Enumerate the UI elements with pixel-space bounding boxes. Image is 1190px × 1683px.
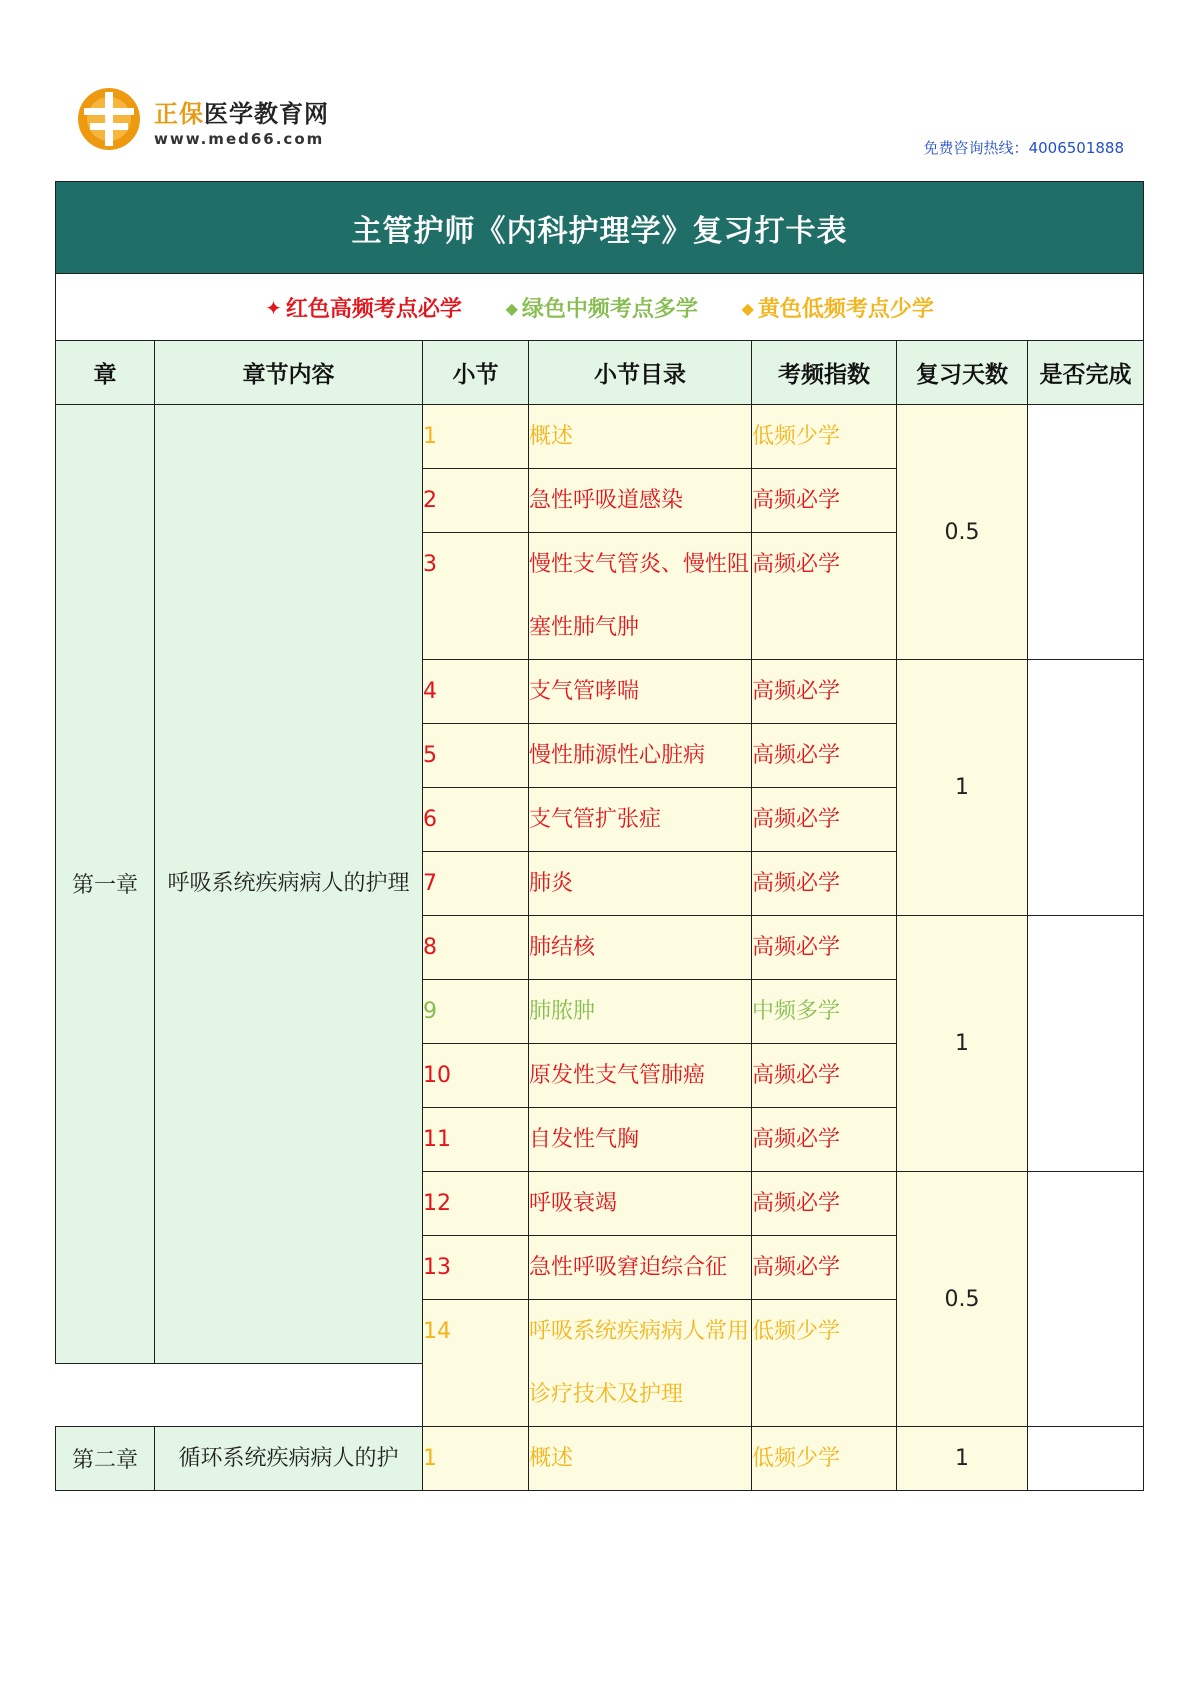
section-title: 呼吸衰竭: [529, 1172, 752, 1236]
table-row: [56, 405, 1144, 469]
logo: [76, 86, 456, 156]
section-frequency: 低频少学: [752, 1300, 897, 1427]
chapter-content-cell: 呼吸系统疾病病人的护理: [155, 405, 423, 1364]
chapter-content-cell: 循环系统疾病病人的护: [155, 1427, 423, 1491]
section-title: 肺炎: [529, 852, 752, 916]
column-header-row: [56, 341, 1144, 405]
section-title: 急性呼吸道感染: [529, 469, 752, 533]
red-star-icon: ✦: [265, 295, 282, 320]
section-title: 肺结核: [529, 916, 752, 980]
section-title: 概述: [529, 1427, 752, 1491]
table-row: [56, 1427, 1144, 1491]
col-section: 小节: [423, 341, 529, 405]
review-days: 0.5: [897, 1172, 1028, 1427]
section-title: 肺脓肿: [529, 980, 752, 1044]
section-no: 6: [423, 788, 529, 852]
hotline-number[interactable]: 4006501888: [1028, 139, 1124, 157]
completed-checkbox[interactable]: [1028, 1427, 1144, 1491]
chapter-cell: 第二章: [56, 1427, 155, 1491]
green-diamond-icon: ◆: [505, 298, 518, 318]
logo-name-rest: 医学教育网: [204, 100, 329, 128]
section-no: 7: [423, 852, 529, 916]
completed-checkbox[interactable]: [1028, 660, 1144, 916]
legend-high: ✦ 红色高频考点必学: [265, 295, 462, 322]
logo-mark-icon: [76, 86, 142, 152]
review-days: 1: [897, 1427, 1028, 1491]
section-title: 慢性肺源性心脏病: [529, 724, 752, 788]
section-no: 4: [423, 660, 529, 724]
col-chapter: 章: [56, 341, 155, 405]
logo-brand: 正保: [154, 100, 204, 128]
section-frequency: 高频必学: [752, 1044, 897, 1108]
section-no: 11: [423, 1108, 529, 1172]
review-days: 1: [897, 916, 1028, 1172]
completed-checkbox[interactable]: [1028, 1172, 1144, 1427]
yellow-diamond-icon: ◆: [741, 298, 754, 318]
col-frequency: 考频指数: [752, 341, 897, 405]
section-title: 支气管扩张症: [529, 788, 752, 852]
section-no: 8: [423, 916, 529, 980]
section-title: 急性呼吸窘迫综合征: [529, 1236, 752, 1300]
col-completed: 是否完成: [1028, 341, 1144, 405]
section-title: 原发性支气管肺癌: [529, 1044, 752, 1108]
section-no: 3: [423, 533, 529, 660]
col-review-days: 复习天数: [897, 341, 1028, 405]
hotline-label: 免费咨询热线：: [923, 139, 1029, 157]
section-frequency: 高频必学: [752, 660, 897, 724]
hotline: [924, 137, 1124, 158]
checkin-table: [55, 181, 1144, 1491]
section-no: 13: [423, 1236, 529, 1300]
section-frequency: 高频必学: [752, 724, 897, 788]
section-frequency: 高频必学: [752, 1236, 897, 1300]
logo-url[interactable]: www.med66.com: [154, 130, 325, 148]
section-title: 呼吸系统疾病病人常用诊疗技术及护理: [529, 1300, 752, 1427]
section-no: 1: [423, 405, 529, 469]
section-title: 概述: [529, 405, 752, 469]
section-frequency: 高频必学: [752, 1108, 897, 1172]
review-days: 0.5: [897, 405, 1028, 660]
col-chapter-content: 章节内容: [155, 341, 423, 405]
section-no: 14: [423, 1300, 529, 1427]
section-title: 支气管哮喘: [529, 660, 752, 724]
review-days: 1: [897, 660, 1028, 916]
logo-name: [154, 94, 329, 129]
section-no: 10: [423, 1044, 529, 1108]
section-no: 9: [423, 980, 529, 1044]
completed-checkbox[interactable]: [1028, 916, 1144, 1172]
section-frequency: 高频必学: [752, 533, 897, 660]
section-frequency: 高频必学: [752, 469, 897, 533]
section-no: 1: [423, 1427, 529, 1491]
col-section-title: 小节目录: [529, 341, 752, 405]
section-frequency: 高频必学: [752, 788, 897, 852]
section-no: 5: [423, 724, 529, 788]
chapter-cell: 第一章: [56, 405, 155, 1364]
section-frequency: 高频必学: [752, 1172, 897, 1236]
section-title: 慢性支气管炎、慢性阻塞性肺气肿: [529, 533, 752, 660]
section-frequency: 高频必学: [752, 852, 897, 916]
legend: [56, 274, 1144, 341]
section-title: 自发性气胸: [529, 1108, 752, 1172]
title-row: [56, 182, 1144, 274]
legend-row: [56, 274, 1144, 341]
completed-checkbox[interactable]: [1028, 405, 1144, 660]
section-no: 2: [423, 469, 529, 533]
section-frequency: 低频少学: [752, 1427, 897, 1491]
section-frequency: 低频少学: [752, 405, 897, 469]
section-no: 12: [423, 1172, 529, 1236]
table-title: 主管护师《内科护理学》复习打卡表: [56, 182, 1144, 274]
legend-low: ◆ 黄色低频考点少学: [741, 296, 934, 322]
section-frequency: 中频多学: [752, 980, 897, 1044]
section-frequency: 高频必学: [752, 916, 897, 980]
legend-mid: ◆ 绿色中频考点多学: [505, 296, 698, 322]
